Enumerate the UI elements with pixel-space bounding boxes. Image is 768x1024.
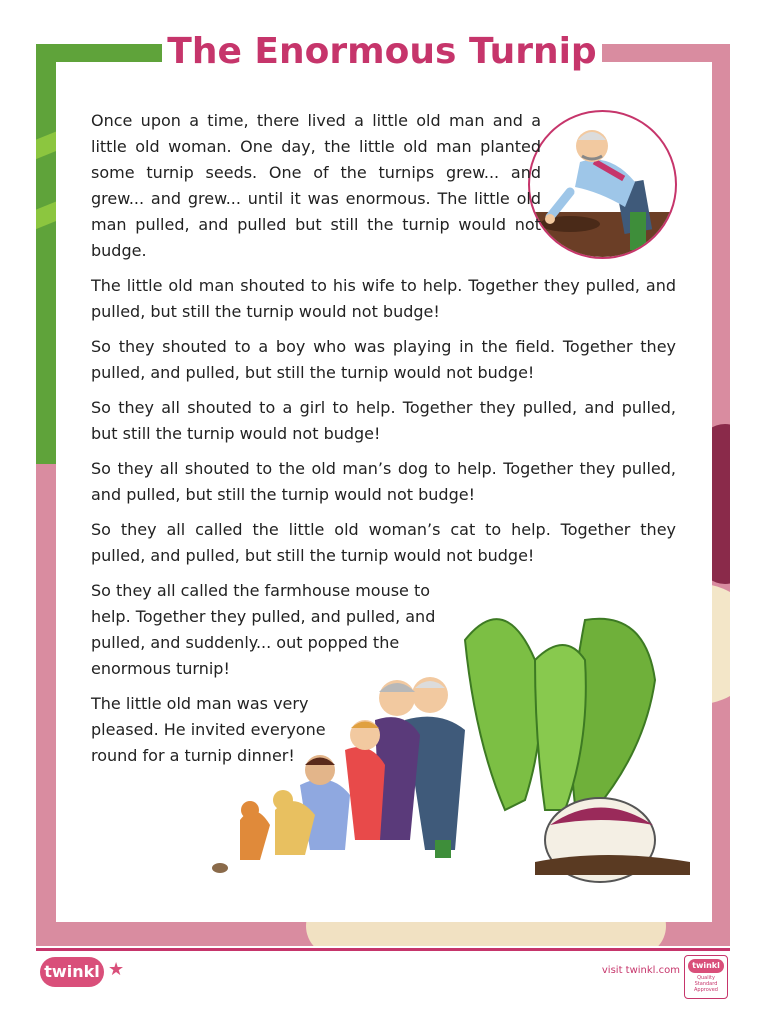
twinkl-logo[interactable]: twinkl	[40, 957, 104, 987]
story-paragraph: So they shouted to a boy who was playing in the field. Together they pulled, and pulled, but still the turnip would not budge!	[91, 337, 676, 382]
title-box	[162, 26, 602, 78]
quality-badge	[684, 955, 728, 999]
story-paragraph: So they all called the little old woman’s cat to help. Together they pulled, and pulled, but still the turnip would not budge!	[91, 520, 676, 565]
page-title: The Enormous Turnip	[167, 31, 597, 72]
footer-divider	[36, 948, 730, 951]
story-paragraph: So they all shouted to the old man’s dog to help. Together they pulled, and pulled, but still the turnip would not budge!	[91, 459, 676, 504]
story-paragraph: So they all called the farmhouse mouse to help. Together they pulled, and pulled, and pulled, and suddenly... out popped the enormous turnip!	[91, 581, 436, 678]
badge-text: Quality Standard Approved	[694, 975, 718, 993]
star-icon: ★	[108, 959, 125, 980]
story-paragraph: Once upon a time, there lived a little old man and a little old woman. One day, the little old man planted some turnip seeds. One of the turnips grew... and grew... and grew... until it was enormous. The little old man pulled, and pulled but still the turnip would not budge.	[91, 111, 541, 260]
visit-link[interactable]: visit twinkl.com	[601, 965, 680, 976]
badge-logo: twinkl	[688, 959, 724, 973]
story-paragraph: The little old man was very pleased. He invited everyone round for a turnip dinner!	[91, 694, 326, 765]
turnip-pulling-illustration	[205, 600, 695, 900]
story-paragraph: The little old man shouted to his wife to help. Together they pulled, and pulled, but still the turnip would not budge!	[91, 276, 676, 321]
footer	[36, 955, 730, 1005]
story-paragraph: So they all shouted to a girl to help. Together they pulled, and pulled, but still the turnip would not budge!	[91, 398, 676, 443]
